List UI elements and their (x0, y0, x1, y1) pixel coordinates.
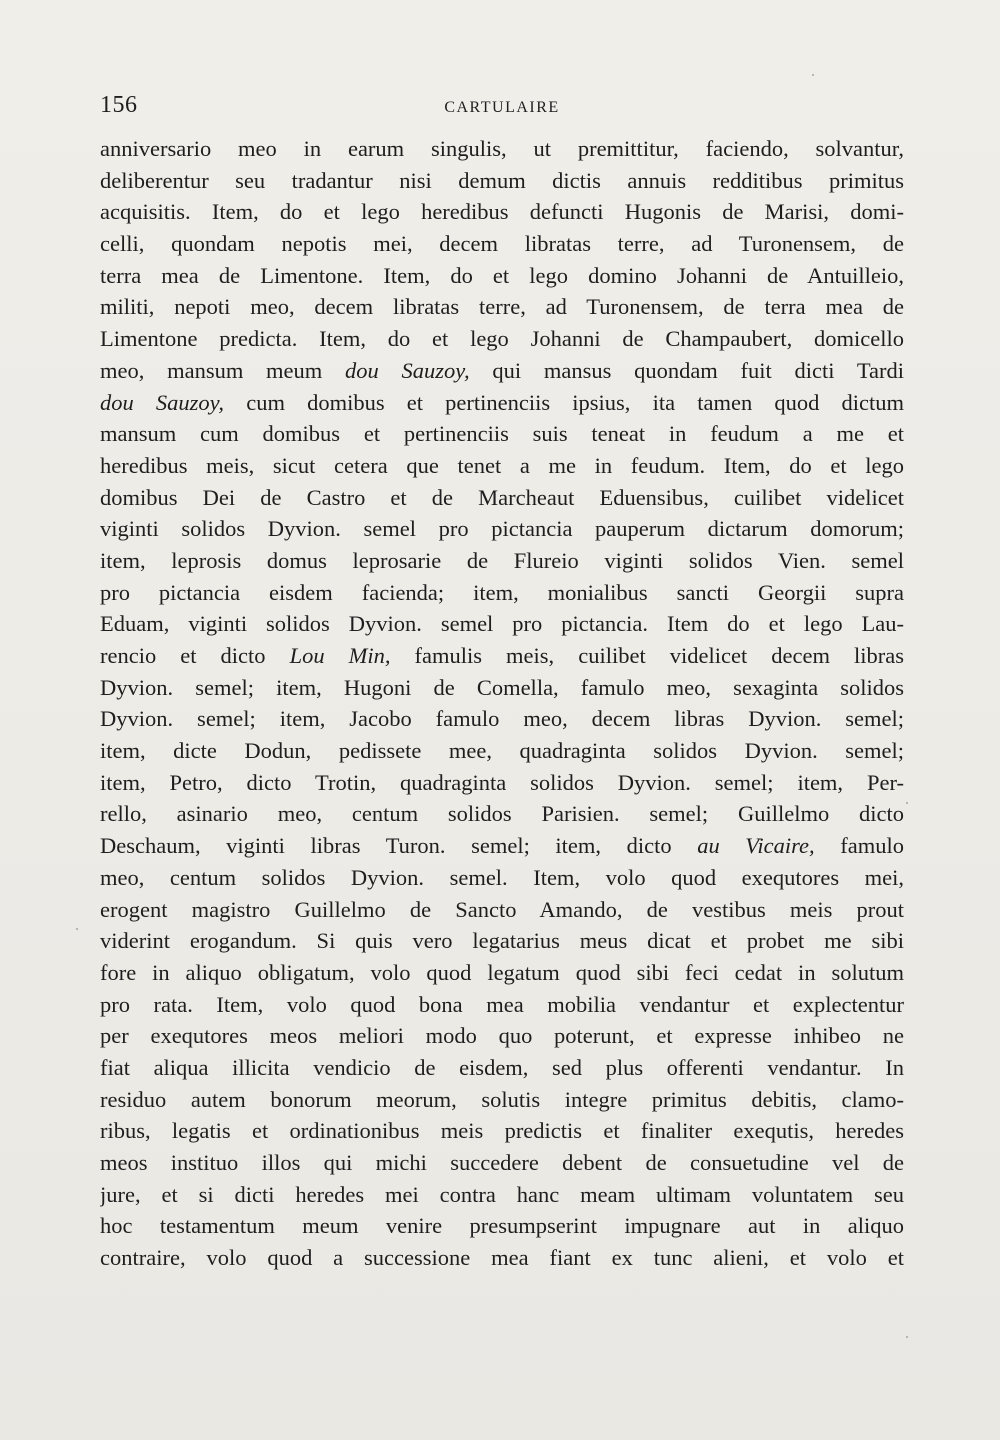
text-line (100, 830, 904, 862)
italic-text-segment: au Vicaire, (697, 833, 815, 859)
text-line (100, 260, 904, 292)
text-line (100, 862, 904, 894)
text-segment: Dyvion. semel; item, Hugoni de Comella, famulo meo, sexaginta solidos (100, 674, 904, 700)
text-segment: Dyvion. semel; item, Jacobo famulo meo, decem libras Dyvion. semel; (100, 706, 904, 732)
text-segment: fore in aliquo obligatum, volo quod legatum quod sibi feci cedat in solutum (100, 959, 904, 985)
text-line (100, 1115, 904, 1147)
text-segment: deliberentur seu tradantur nisi demum dictis annuis redditibus primitus (100, 167, 904, 193)
text-line (100, 957, 904, 989)
text-line (100, 1084, 904, 1116)
text-line (100, 291, 904, 323)
text-segment: item, leprosis domus leprosarie de Flureio viginti solidos Vien. semel (100, 547, 904, 573)
body-text (100, 133, 904, 1274)
text-segment: anniversario meo in earum singulis, ut premittitur, faciendo, solvantur, (100, 136, 904, 161)
text-segment: ribus, legatis et ordinationibus meis predictis et finaliter exequtis, heredes (100, 1118, 904, 1144)
text-segment: Deschaum, viginti libras Turon. semel; item, dicto (100, 833, 698, 859)
paper-speck (812, 74, 814, 76)
text-line (100, 482, 904, 514)
paper-speck (906, 802, 908, 804)
text-segment: meos instituo illos qui michi succedere debent de consuetudine vel de (100, 1150, 904, 1175)
text-line (100, 133, 904, 165)
italic-text-segment: Lou Min, (289, 643, 391, 668)
text-line (100, 925, 904, 957)
text-line (100, 418, 904, 450)
text-segment: celli, quondam nepotis mei, decem libratas terre, ad Turonensem, de (100, 231, 904, 257)
text-segment: mansum cum domibus et pertinenciis suis teneat in feudum a me et (100, 421, 904, 447)
text-line (100, 355, 904, 387)
text-segment: domibus Dei de Castro et de Marcheaut Eduensibus, cuilibet videlicet (100, 484, 904, 510)
text-line (100, 767, 904, 799)
text-segment: residuo autem bonorum meorum, solutis integre primitus debitis, clamo- (100, 1086, 904, 1112)
text-segment: militi, nepoti meo, decem libratas terre, ad Turonensem, de terra mea de (100, 294, 904, 320)
italic-text-segment: dou Sauzoy, (345, 357, 470, 383)
text-segment: qui mansus quondam fuit dicti Tardi (469, 357, 904, 383)
text-segment: pro pictancia eisdem facienda; item, monialibus sancti Georgii supra (100, 579, 904, 605)
text-segment: acquisitis. Item, do et lego heredibus defuncti Hugonis de Marisi, domi- (100, 199, 904, 225)
text-line (100, 1020, 904, 1052)
text-segment: famulis meis, cuilibet videlicet decem libras (390, 643, 904, 668)
text-line (100, 450, 904, 482)
text-line (100, 577, 904, 609)
text-line (100, 608, 904, 640)
text-segment: famulo (814, 833, 904, 859)
text-segment: erogent magistro Guillelmo de Sancto Amando, de vestibus meis prout (100, 896, 904, 922)
text-segment: terra mea de Limentone. Item, do et lego domino Johanni de Antuilleio, (100, 262, 904, 288)
text-line (100, 228, 904, 260)
text-segment: Limentone predicta. Item, do et lego Johanni de Champaubert, domicello (100, 326, 904, 352)
paper-speck (76, 928, 78, 930)
text-line (100, 196, 904, 228)
text-segment: rello, asinario meo, centum solidos Parisien. semel; Guillelmo dicto (100, 801, 904, 827)
text-line (100, 894, 904, 926)
text-line (100, 1242, 904, 1274)
text-segment: cum domibus et pertinenciis ipsius, ita tamen quod dictum (224, 389, 904, 415)
text-segment: contraire, volo quod a successione mea fiant ex tunc alieni, et volo et (100, 1245, 904, 1271)
text-segment: hoc testamentum meum venire presumpserint impugnare aut in aliquo (100, 1213, 904, 1239)
page-number: 156 (100, 92, 138, 118)
text-segment: viginti solidos Dyvion. semel pro pictancia pauperum dictarum domorum; (100, 516, 904, 542)
text-segment: item, Petro, dicto Trotin, quadraginta solidos Dyvion. semel; item, Per- (100, 769, 904, 795)
text-segment: item, dicte Dodun, pedissete mee, quadraginta solidos Dyvion. semel; (100, 738, 904, 764)
text-line (100, 513, 904, 545)
text-line (100, 989, 904, 1021)
text-line (100, 387, 904, 419)
text-segment: fiat aliqua illicita vendicio de eisdem, sed plus offerenti vendantur. In (100, 1054, 904, 1080)
text-line (100, 798, 904, 830)
text-line (100, 1052, 904, 1084)
text-segment: viderint erogandum. Si quis vero legatarius meus dicat et probet me sibi (100, 928, 904, 954)
paper-speck (906, 1336, 908, 1338)
text-segment: jure, et si dicti heredes mei contra hanc meam ultimam voluntatem seu (100, 1181, 904, 1207)
text-line (100, 323, 904, 355)
running-head (100, 92, 904, 122)
text-line (100, 1210, 904, 1242)
text-line (100, 1147, 904, 1179)
text-segment: per exequtores meos meliori modo quo poterunt, et expresse inhibeo ne (100, 1023, 904, 1049)
text-segment: pro rata. Item, volo quod bona mea mobilia vendantur et explectentur (100, 991, 904, 1017)
text-segment: meo, mansum meum (100, 357, 346, 383)
text-line (100, 672, 904, 704)
text-line (100, 165, 904, 197)
text-line (100, 735, 904, 767)
text-segment: rencio et dicto (100, 643, 290, 668)
text-segment: meo, centum solidos Dyvion. semel. Item, volo quod exequtores mei, (100, 864, 904, 890)
italic-text-segment: dou Sauzoy, (100, 389, 225, 415)
text-line (100, 545, 904, 577)
text-segment: Eduam, viginti solidos Dyvion. semel pro pictancia. Item do et lego Lau- (100, 611, 904, 637)
text-line (100, 640, 904, 672)
text-line (100, 1179, 904, 1211)
running-title: CARTULAIRE (444, 99, 560, 116)
text-line (100, 703, 904, 735)
text-segment: heredibus meis, sicut cetera que tenet a me in feudum. Item, do et lego (100, 452, 904, 478)
